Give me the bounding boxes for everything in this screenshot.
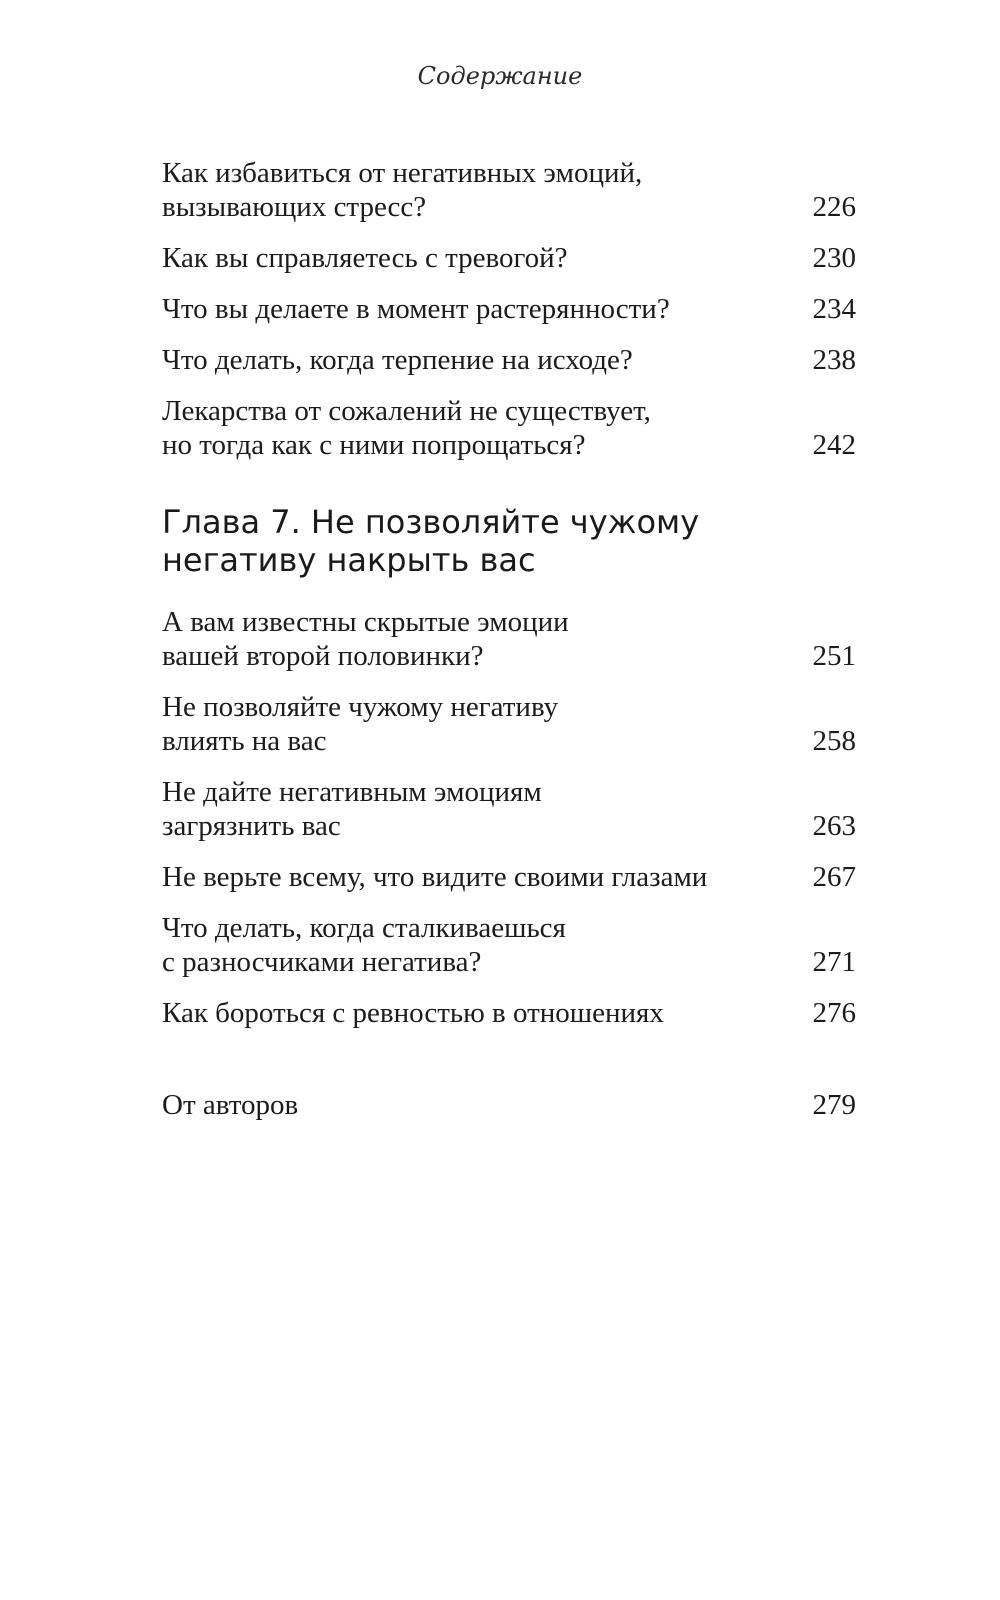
toc-entry [162,292,856,326]
toc-entry-title: Что делать, когда терпение на исходе? [162,344,633,376]
chapter-heading: Глава 7. Не позволяйте чужому негативу накрыть вас [162,503,700,579]
toc-page-number: 230 [812,242,856,274]
toc-entry [162,605,856,673]
toc-entry [162,911,856,979]
toc-page-number: 251 [812,640,856,672]
toc-entry-title: Не верьте всему, что видите своими глазами [162,861,708,893]
toc-entry-title: Как бороться с ревностью в отношениях [162,997,664,1029]
toc-page-number: 263 [812,810,856,842]
toc-page-number: 267 [812,861,856,893]
toc-entry [162,860,856,894]
toc-entry [162,156,856,224]
toc-page-number: 234 [812,293,856,325]
toc-entry-title: Как вы справляетесь с тревогой? [162,242,568,274]
toc-entry [162,241,856,275]
toc-page-number: 242 [812,429,856,461]
toc-page-number: 258 [812,725,856,757]
toc-page-number: 226 [812,191,856,223]
toc-page-number: 276 [812,997,856,1029]
toc-entry [162,343,856,377]
toc-entry-title: А вам известны скрытые эмоции вашей второй половинки? [162,606,569,672]
toc-entry [162,996,856,1030]
toc-entry-title: От авторов [162,1089,299,1121]
toc-entry [162,690,856,758]
toc-entry-title: Что делать, когда сталкиваешься с разносчиками негатива? [162,912,566,978]
toc-page-number: 279 [812,1089,856,1121]
toc-entry-title: Не позволяйте чужому негативу влиять на вас [162,691,559,757]
toc-page-number: 238 [812,344,856,376]
running-head: Содержание [417,62,583,90]
toc-entry-afterword [162,1088,856,1122]
toc-page-number: 271 [812,946,856,978]
toc-entry-title: Как избавиться от негативных эмоций, вызывающих стресс? [162,157,643,223]
toc-entry-title: Не дайте негативным эмоциям загрязнить вас [162,776,542,842]
toc-entry-title: Что вы делаете в момент растерянности? [162,293,670,325]
toc-entry [162,775,856,843]
toc-entry-title: Лекарства от сожалений не существует, но тогда как с ними попрощаться? [162,395,651,461]
toc-entry [162,394,856,462]
